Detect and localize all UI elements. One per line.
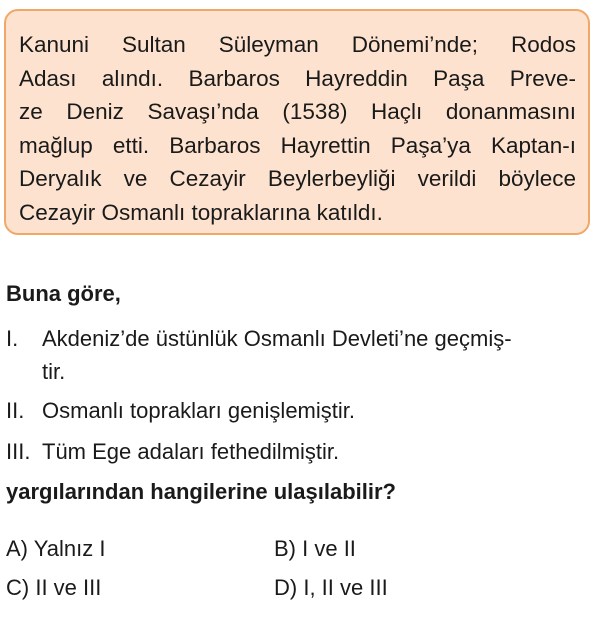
option-d[interactable] — [274, 573, 388, 603]
statement-text: Akdeniz’de üstünlük Osmanlı Devleti’ne geçmiş- — [42, 326, 512, 351]
option-c[interactable] — [6, 573, 101, 603]
passage-line: Kanuni Sultan Süleyman Dönemi’nde; Rodos — [19, 32, 576, 57]
statement-text: Osmanlı toprakları genişlemiştir. — [42, 398, 355, 423]
question-stem: Buna göre, — [6, 281, 121, 306]
statement-3 — [6, 437, 339, 467]
option-letter: A) — [6, 536, 28, 561]
passage-line: mağlup etti. Barbaros Hayrettin Paşa’ya Kaptan-ı — [19, 132, 576, 158]
option-text: II ve III — [35, 575, 102, 600]
statement-2 — [6, 396, 355, 426]
passage-line: Cezayir Osmanlı topraklarına katıldı. — [19, 199, 383, 225]
option-b[interactable] — [274, 534, 356, 564]
passage-line: Deryalık ve Cezayir Beylerbeyliği verildi böylece — [19, 166, 576, 191]
passage-line: ze Deniz Savaşı’nda (1538) Haçlı donanmasını — [19, 99, 576, 124]
passage-line: Adası alındı. Barbaros Hayreddin Paşa Preve- — [19, 65, 576, 91]
statement-1 — [6, 324, 512, 354]
passage-box — [4, 9, 590, 235]
option-letter: C) — [6, 575, 30, 600]
option-text: Yalnız I — [33, 536, 106, 561]
statement-numeral: III. — [6, 439, 31, 464]
statement-numeral: I. — [6, 326, 19, 351]
statement-1-continuation: tir. — [42, 359, 66, 384]
statement-numeral: II. — [6, 398, 25, 423]
question-text: yargılarından hangilerine ulaşılabilir? — [6, 479, 396, 504]
option-letter: B) — [274, 536, 296, 561]
option-text: I, II ve III — [303, 575, 388, 600]
option-text: I ve II — [302, 536, 356, 561]
option-letter: D) — [274, 575, 298, 600]
statement-text: Tüm Ege adaları fethedilmiştir. — [42, 439, 340, 464]
option-a[interactable] — [6, 534, 105, 564]
